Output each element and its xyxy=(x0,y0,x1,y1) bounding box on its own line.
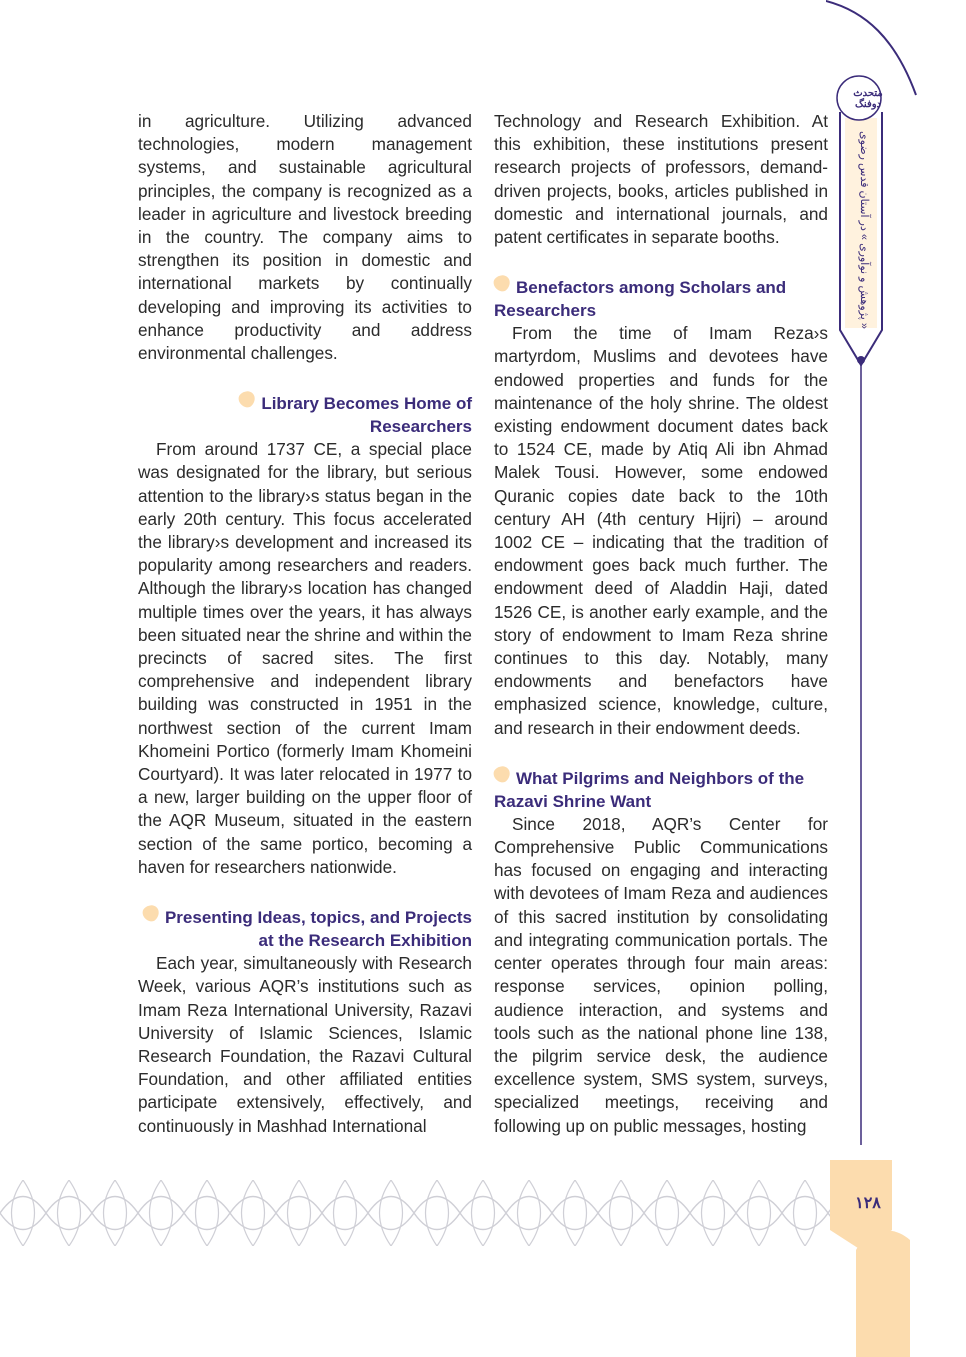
section-body-exhibition: Each year, simultaneously with Research Week, various AQR’s institutions such as Imam Reza International University, Razavi University of Islamic Sciences, Islamic Research Foundation, the Razavi Cultural Foundation, and other affiliated entities participate extensively, effectively, and continuously in Mashhad International xyxy=(138,953,472,1136)
side-vertical-text: « پژوهش و نوآوری » در آستان قدس رضوی xyxy=(858,131,870,329)
section-body-pilgrims: Since 2018, AQR’s Center for Comprehensive Public Communications has focused on engaging and interacting with devotees of Imam Reza and audiences of this sacred institution by consolidating and integrating communication portals. The center operates through four main areas: response services, opinion polling, audience interaction, and systems and tools such as the national phone line 138, the pilgrim service desk, the audience excellence system, SMS system, surveys, specialized meetings, receiving and following up on public messages, hosting xyxy=(494,813,828,1136)
peach-bullet-icon xyxy=(491,272,514,295)
section-body-library: From around 1737 CE, a special place was designated for the library, but serious attention to the library›s status began in the early 20th century. This focus accelerated the library›s development and increased its popularity among researchers and readers. Although the library›s location has changed multiple times over the years, it has always been situated near the shrine and within the precincts of sacred sites. The first comprehensive and independent library building was constructed in 1951 in the northwest section of the current Imam Khomeini Portico (formerly Imam Khomeini Courtyard). It was later relocated in 1977 to a new, larger building on the upper floor of the AQR Museum, situated in the eastern section of the same portico, becoming a haven for researchers nationwide. xyxy=(138,439,472,877)
heading-text: What Pilgrims and Neighbors of the Razavi Shrine Want xyxy=(494,768,805,811)
section-heading-library xyxy=(138,391,472,438)
side-banner xyxy=(826,0,966,1357)
left-column xyxy=(138,110,472,1138)
peach-bullet-icon xyxy=(236,388,259,411)
intro-paragraph-left: in agriculture. Utilizing advanced technologies, modern management systems, and sustainable agricultural principles, the company is recognized as a leader in agriculture and livestock breeding in the country. The company aims to strengthen its position in domestic and international markets by continually developing and improving its activities to enhance productivity and address environmental challenges. xyxy=(138,111,472,364)
logo-text: متحدث دوفنگ xyxy=(853,88,883,110)
heading-text: Presenting Ideas, topics, and Projects at the Research Exhibition xyxy=(164,908,472,951)
heading-text: Benefactors among Scholars and Researchers xyxy=(494,278,787,321)
intro-paragraph-right: Technology and Research Exhibition. At this exhibition, these institutions present research projects of professors, demand-driven projects, books, articles published in domestic and international journals, and patent certificates in separate booths. xyxy=(494,111,828,248)
peach-bullet-icon xyxy=(491,763,514,786)
section-heading-exhibition xyxy=(138,905,472,952)
section-heading-pilgrims xyxy=(494,766,828,813)
peach-bullet-icon xyxy=(140,902,163,925)
section-body-benefactors: From the time of Imam Reza›s martyrdom, Muslims and devotees have endowed properties and funds for the maintenance of the holy shrine. The oldest existing endowment document dates back to 1524 CE, made by Atiq Ali ibn Ahmad Malek Tousi. However, some endowed Quranic copies date back to the 10th century AH (4th century Hijri) – around 1002 CE – indicating that the tradition of endowment goes back much further. The endowment deed of Aladdin Haji, dated 1526 CE, is another early example, and the story of endowment to Imam Reza shrine continues to this day. Notably, many endowments and benefactors have emphasized science, knowledge, culture, and research in their endowment deeds. xyxy=(494,323,828,738)
heading-text: Library Becomes Home of Researchers xyxy=(261,394,472,437)
right-column xyxy=(494,110,828,1138)
page-number: ۱۲۸ xyxy=(855,1195,881,1212)
decorative-pattern xyxy=(0,1180,830,1246)
section-heading-benefactors xyxy=(494,275,828,322)
